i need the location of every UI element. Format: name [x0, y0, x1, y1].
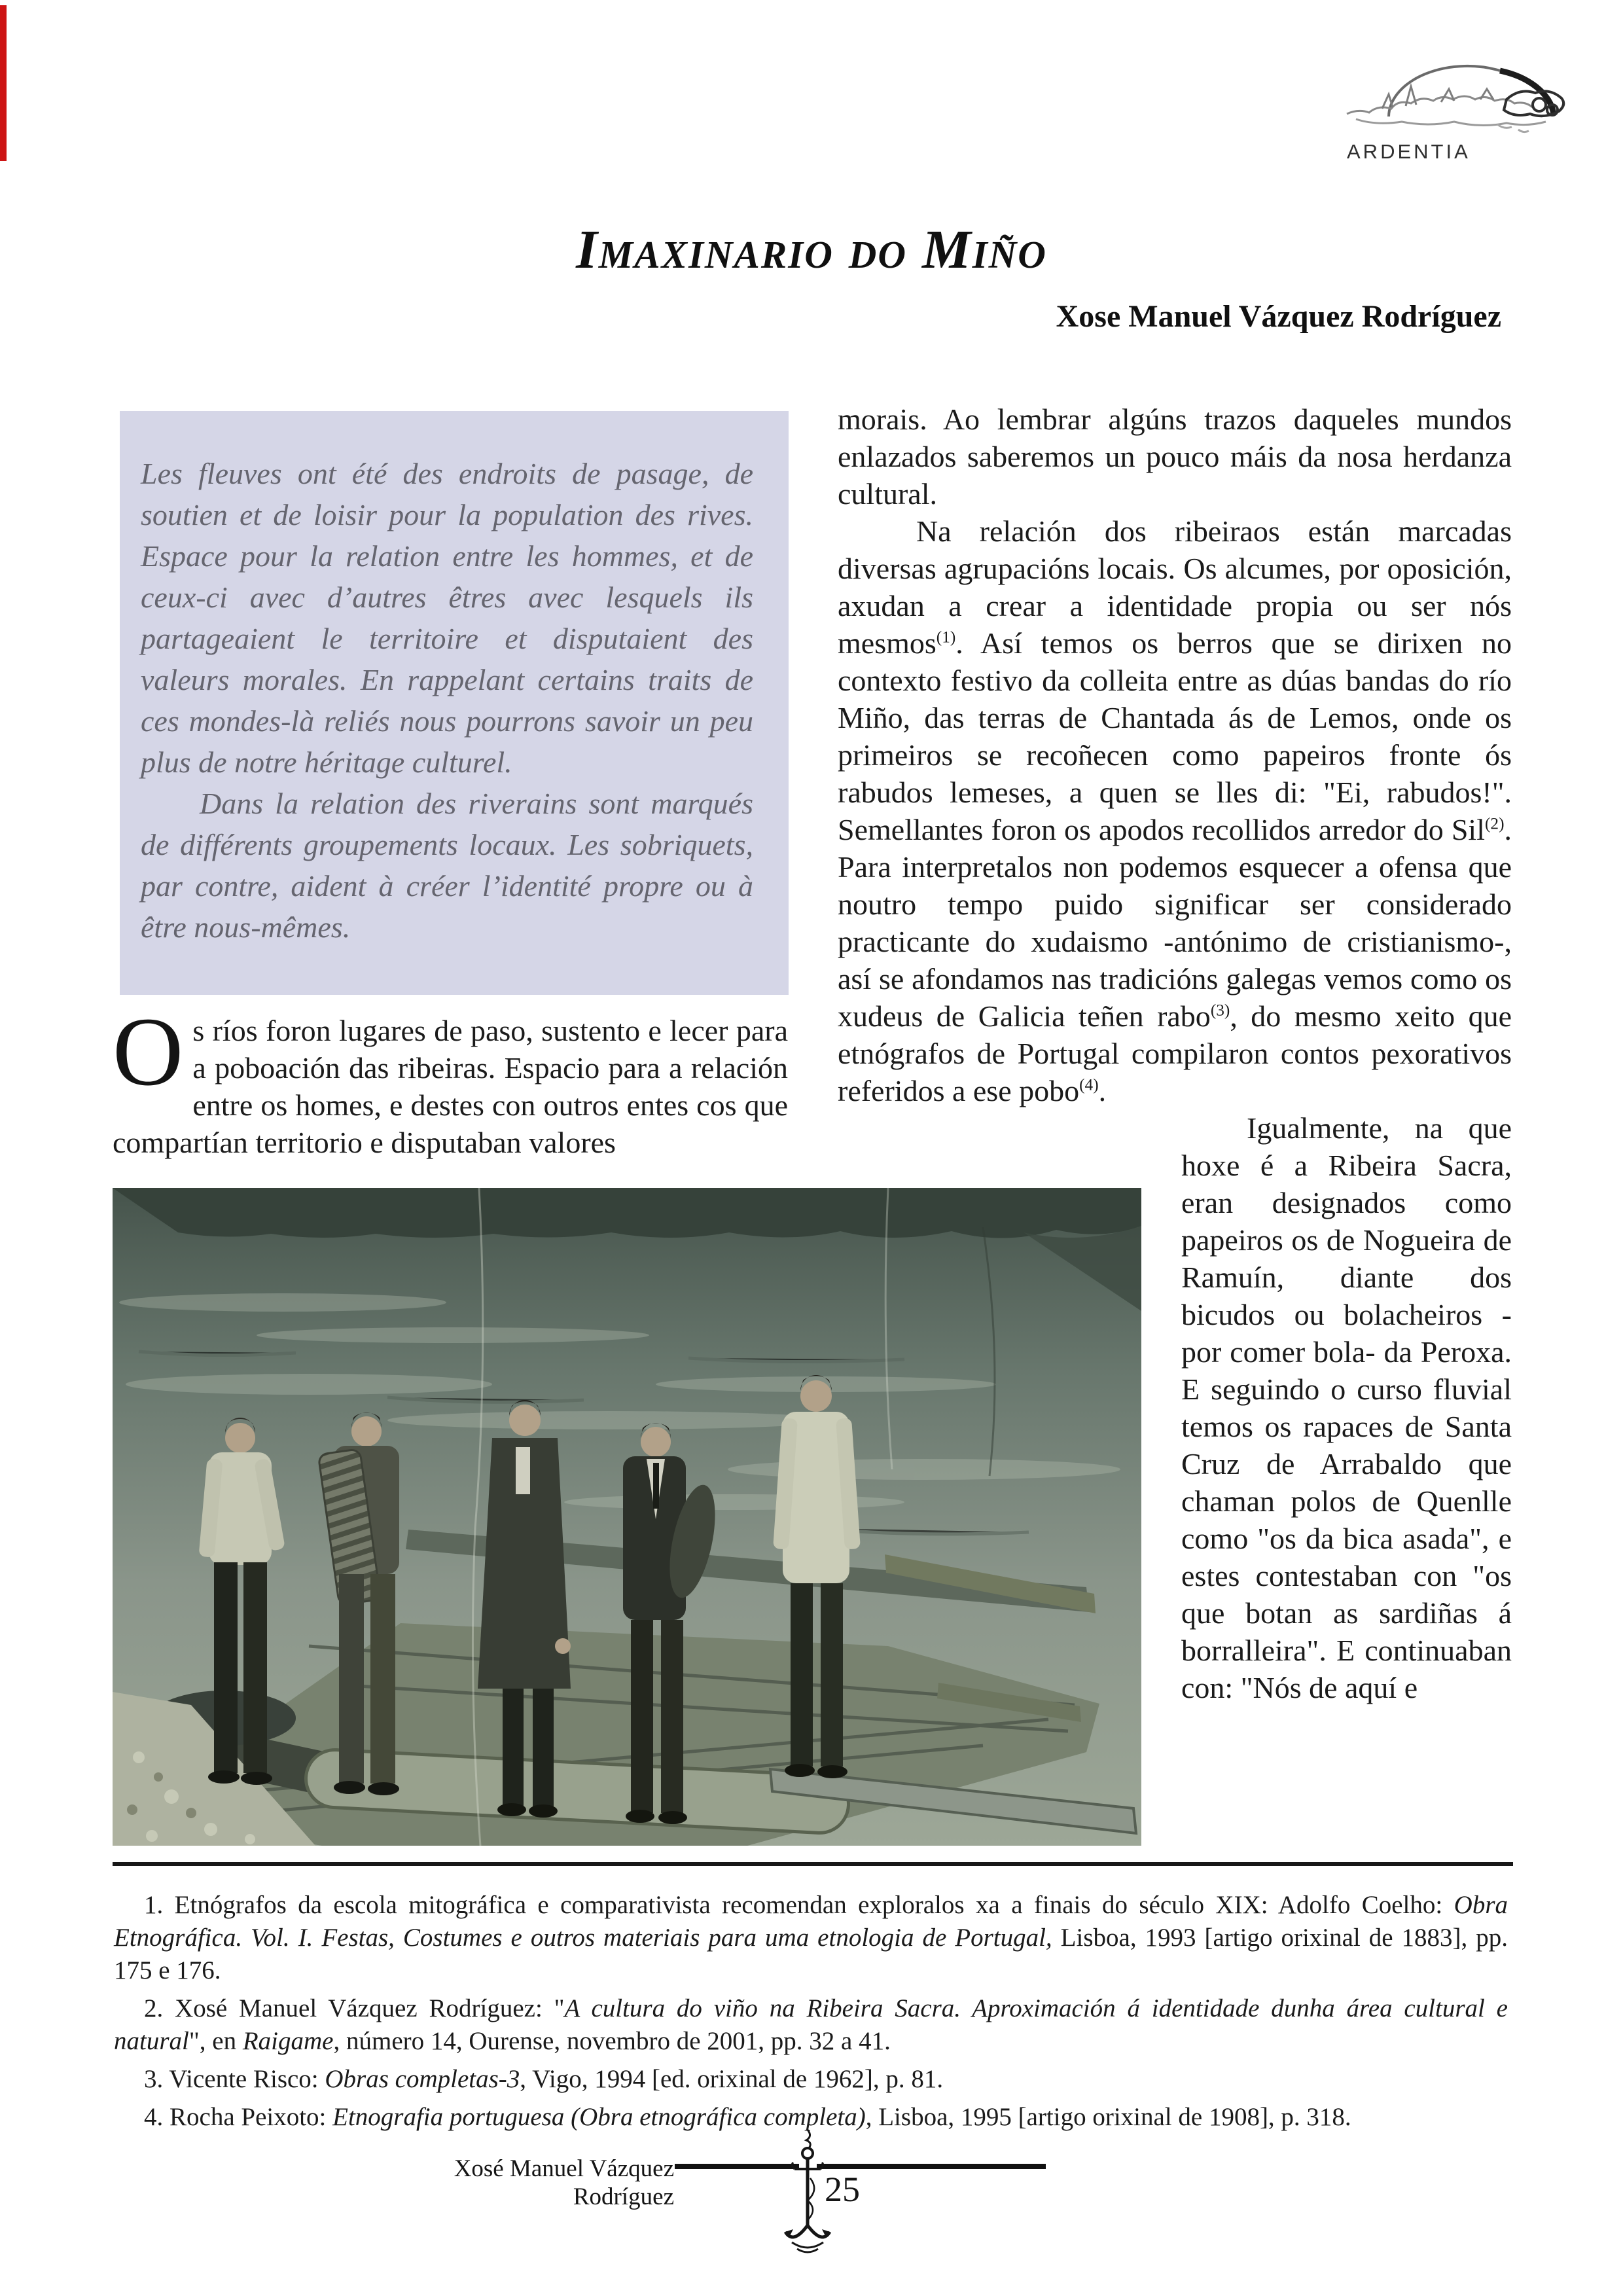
ardentia-logo-text: ARDENTIA: [1347, 140, 1471, 163]
footnote-4: 4. Rocha Peixoto: Etnografia portuguesa (Obra etnográfica completa), Lisboa, 1995 [artigo orixinal de 1908], p. 318.: [144, 2103, 1351, 2131]
footnote-separator: [113, 1862, 1513, 1866]
french-abstract-box: [120, 411, 789, 995]
footnote-3: 3. Vicente Risco: Obras completas-3, Vigo, 1994 [ed. orixinal de 1962], p. 81.: [144, 2065, 944, 2093]
footnote-2: 2. Xosé Manuel Vázquez Rodríguez: "A cultura do viño na Ribeira Sacra. Aproximación á identidade dunha área cultural e natural", en Raigame, número 14, Ourense, novembro de 2001, pp. 32 a 41.: [114, 1994, 1508, 2055]
page-title: Imaxinario do Miño: [576, 219, 1047, 280]
footnotes: [114, 1889, 1508, 2139]
author-byline: Xose Manuel Vázquez Rodríguez: [1056, 299, 1501, 334]
page-number: 25: [825, 2170, 860, 2209]
article-paragraph-3: Igualmente, na que hoxe é a Ribeira Sacra, eran designados como papeiros os de Nogueira de Ramuín, diante dos bicudos ou bolacheiros - por comer bola- da Peroxa. E seguindo o curso fluvial temos os rapaces de Santa Cruz de Arrabaldo que chaman polos de Quenlle como "os da bica asada", e estes contestaban con "os que botan as sardiñas á borralleira". E continuaban con: "Nós de aquí e: [1181, 1111, 1512, 1704]
footnote-1: 1. Etnógrafos da escola mitográfica e comparativista recomendan exploralos xa a finais do século XIX: Adolfo Coelho: Obra Etnográfica. Vol. I. Festas, Costumes e outros materiais para uma etnologia de Portugal, Lisboa, 1993 [artigo orixinal de 1883], pp. 175 e 176.: [114, 1891, 1508, 1984]
abstract-paragraph-1: Les fleuves ont été des endroits de pasage, de soutien et de loisir pour la population des rives. Espace pour la relation entre les hommes, et de ceux-ci avec d’autres êtres avec lesquels ils partageaient le territoire et disputaient des valeurs morales. En rappelant certains traits de ces mondes-là reliés nous pourrons savoir un peu plus de notre héritage culturel.: [141, 457, 753, 779]
drop-cap: O: [113, 997, 184, 1106]
lead-paragraph: [113, 997, 788, 1161]
photo-men-on-raft: [113, 1188, 1141, 1846]
article-paragraph-2: Na relación dos ribeiraos están marcadas diversas agrupacións locais. Os alcumes, por oposición, axudan a crear a identidade propia ou ser nós mesmos$^{(1)}$. Así temos os berros que se dirixen no contexto festivo da colleita entre as dúas bandas do río Miño, das terras de Chantada ás de Lemos, onde os primeiros se recoñecen como papeiros fronte ós rabudos lemeses, a quen se lles di: "Ei, rabudos!". Semellantes foron os apodos recollidos arredor do Sil$^{(2)}$. Para interpretalos non podemos esquecer a ofensa que noutro tempo puido significar ser considerado practicante do xudaismo -antónimo de cristianismo-, así se afondamos nas tradicións galegas vemos como os xudeus de Galicia teñen rabo$^{(3)}$, do mesmo xeito que etnógrafos de Portugal compilaron contos pexorativos referidos a ese pobo$^{(4)}$.: [838, 514, 1512, 1107]
abstract-paragraph-2: Dans la relation des riverains sont marqués de différents groupements locaux. Les sobriquets, par contre, aident à créer l’identité propre ou à être nous-mêmes.: [141, 787, 753, 944]
boats-harbour-sketch-illustration: [1343, 54, 1567, 143]
footer-rule-left: [675, 2164, 799, 2169]
red-edge-mark: [0, 5, 7, 161]
article-paragraph-1: morais. Ao lembrar algúns trazos daqueles mundos enlazados saberemos un pouco máis da nosa herdanza cultural.: [838, 403, 1512, 511]
footer-rule-right: [817, 2164, 1046, 2169]
footer-author: Xosé Manuel Vázquez Rodríguez: [454, 2155, 674, 2210]
lead-paragraph-text: s ríos foron lugares de paso, sustento e lecer para a poboación das ribeiras. Espacio para a relación entre os homes, e destes con outros entes cos que compartían territorio e disputaban valores: [113, 1014, 788, 1159]
